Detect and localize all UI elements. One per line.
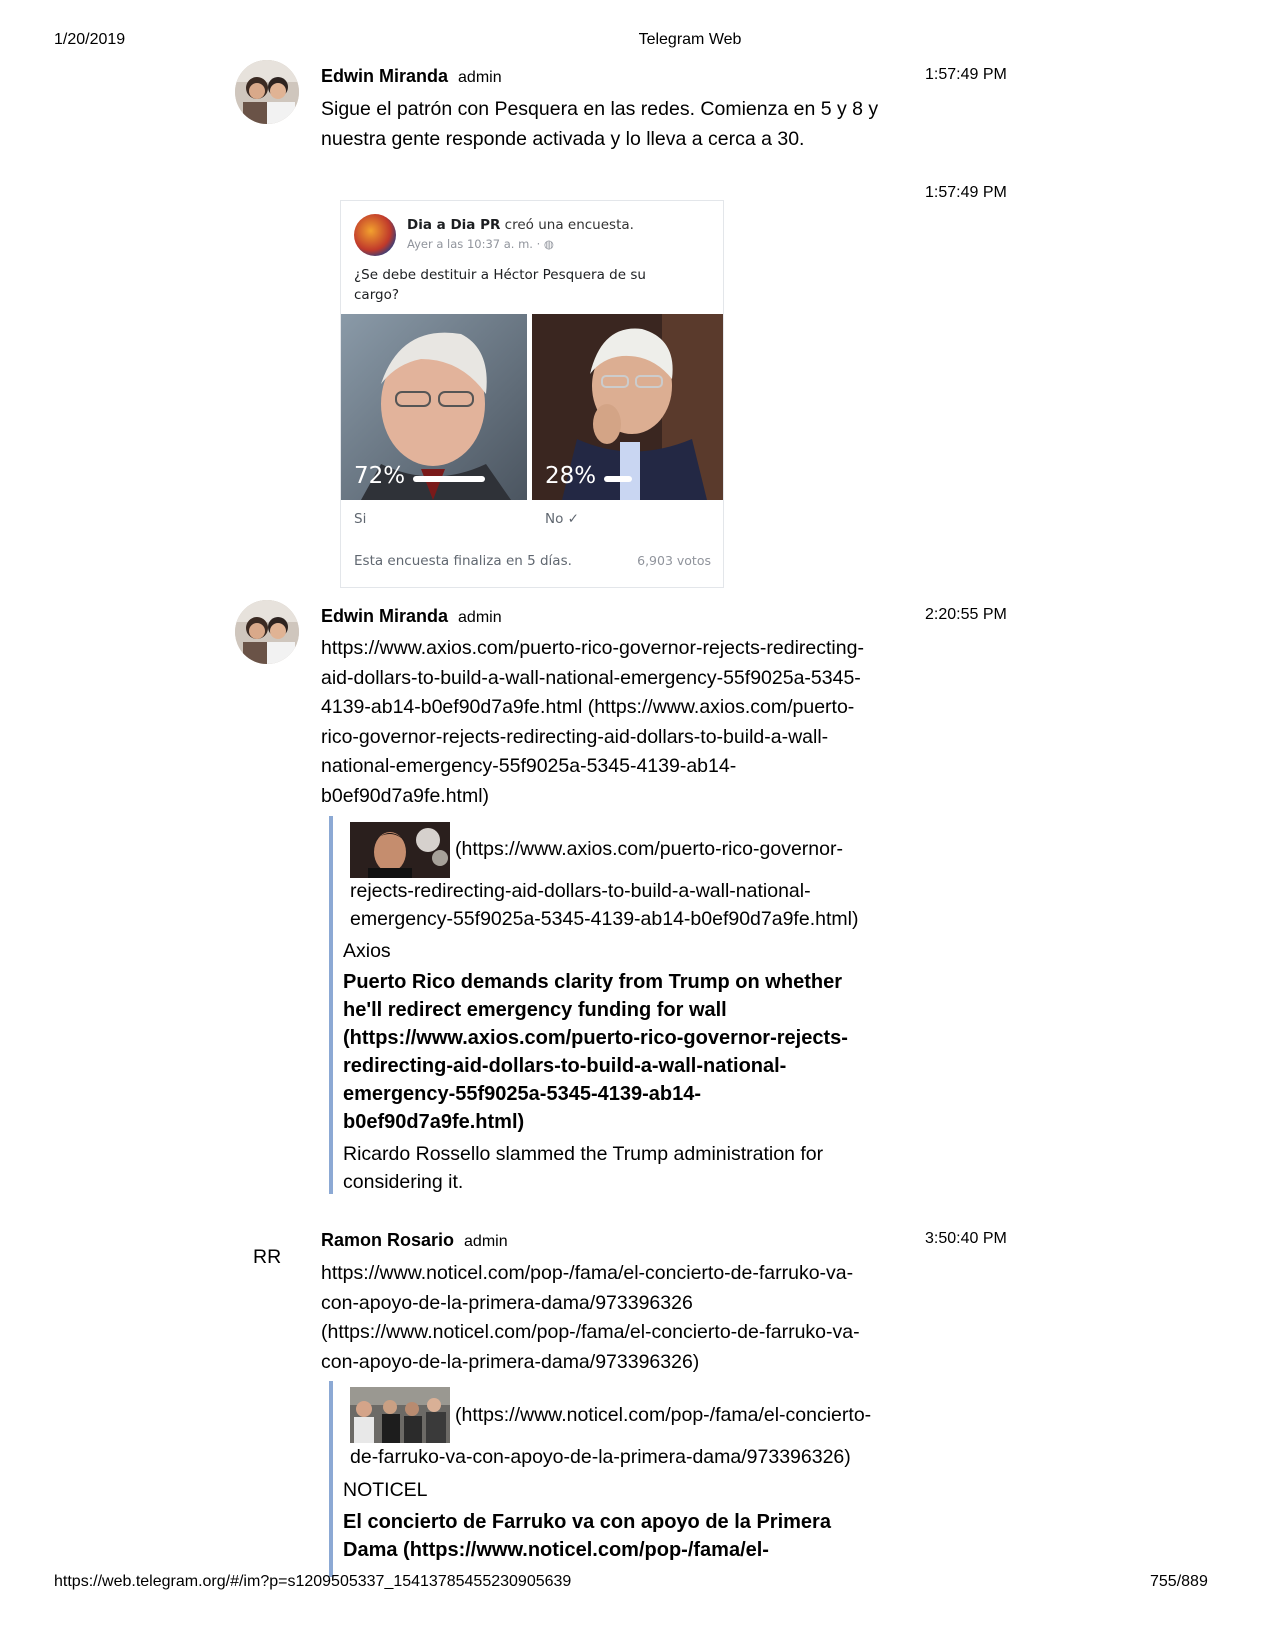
text-line: 4139-ab14-b0ef90d7a9fe.html (https://www.axios.com/puerto- — [321, 696, 855, 718]
poll-author: Dia a Dia PR — [407, 217, 501, 233]
page-title: Telegram Web — [638, 31, 742, 48]
poll-author-line — [407, 217, 634, 233]
author-name[interactable]: Edwin Miranda — [321, 66, 449, 86]
author-role: admin — [458, 609, 502, 626]
message-header — [321, 66, 502, 87]
preview-title-line: he'll redirect emergency funding for wall — [343, 999, 727, 1021]
text-line: https://www.axios.com/puerto-rico-governor-rejects-redirecting- — [321, 637, 864, 659]
poll-option-no[interactable]: No ✓ — [545, 511, 579, 527]
preview-title[interactable] — [343, 968, 848, 1136]
message-link-text[interactable] — [321, 634, 864, 811]
preview-url-line[interactable]: (https://www.noticel.com/pop-/fama/el-concierto- — [455, 1404, 872, 1426]
text-line: https://www.noticel.com/pop-/fama/el-concierto-de-farruko-va- — [321, 1262, 854, 1284]
globe-icon: ◍ — [543, 237, 554, 251]
preview-url-line[interactable]: (https://www.axios.com/puerto-rico-governor- — [455, 838, 843, 860]
poll-option-si[interactable]: Si — [354, 511, 367, 527]
preview-url-line: emergency-55f9025a-5345-4139-ab14-b0ef90d7a9fe.html) — [350, 908, 859, 930]
link-preview-thumbnail[interactable] — [350, 822, 450, 878]
poll-percent-si: 72% — [354, 463, 406, 489]
preview-title[interactable] — [343, 1508, 831, 1564]
message-time: 3:50:40 PM — [925, 1230, 1007, 1247]
preview-title-line: Dama (https://www.noticel.com/pop-/fama/el- — [343, 1539, 769, 1561]
avatar-edwin-miranda[interactable] — [235, 600, 299, 664]
preview-title-line: b0ef90d7a9fe.html) — [343, 1111, 525, 1133]
message-header — [321, 606, 502, 627]
text-line: nuestra gente responde activada y lo lleva a cerca a 30. — [321, 127, 805, 150]
message-time: 1:57:49 PM — [925, 66, 1007, 83]
link-preview-bar — [329, 1381, 333, 1577]
preview-title-line: redirecting-aid-dollars-to-build-a-wall-national- — [343, 1055, 787, 1077]
preview-title-line: emergency-55f9025a-5345-4139-ab14- — [343, 1083, 702, 1105]
link-preview-thumbnail[interactable] — [350, 1387, 450, 1443]
preview-title-line: Puerto Rico demands clarity from Trump on whether — [343, 971, 842, 993]
text-line: national-emergency-55f9025a-5345-4139-ab14- — [321, 755, 737, 777]
link-preview-bar — [329, 816, 333, 1194]
avatar-edwin-miranda[interactable] — [235, 60, 299, 124]
text-line: (https://www.noticel.com/pop-/fama/el-concierto-de-farruko-va- — [321, 1321, 860, 1343]
text-line: b0ef90d7a9fe.html) — [321, 784, 490, 807]
poll-footer: Esta encuesta finaliza en 5 días. — [354, 553, 572, 569]
preview-site-name: NOTICEL — [343, 1479, 428, 1501]
poll-action: creó una encuesta. — [500, 217, 634, 233]
poll-bar-si — [413, 476, 485, 482]
message-time: 1:57:49 PM — [925, 184, 1007, 201]
preview-desc-line: considering it. — [343, 1171, 464, 1193]
text-line: con-apoyo-de-la-primera-dama/973396326) — [321, 1350, 700, 1373]
preview-url-line[interactable]: de-farruko-va-con-apoyo-de-la-primera-dama/973396326) — [350, 1446, 851, 1468]
text-line: aid-dollars-to-build-a-wall-national-emergency-55f9025a-5345- — [321, 666, 861, 689]
poll-meta — [407, 237, 554, 251]
poll-screenshot[interactable] — [340, 200, 724, 588]
text-line: con-apoyo-de-la-primera-dama/973396326 — [321, 1291, 693, 1314]
avatar-initials[interactable]: RR — [253, 1246, 282, 1268]
author-name[interactable]: Edwin Miranda — [321, 606, 449, 626]
author-role: admin — [464, 1233, 508, 1250]
poll-bar-no — [604, 476, 632, 482]
text-line: rico-governor-rejects-redirecting-aid-dollars-to-build-a-wall- — [321, 725, 829, 748]
author-role: admin — [458, 69, 502, 86]
message-link-text[interactable] — [321, 1259, 860, 1377]
poll-percent-no: 28% — [545, 463, 597, 489]
print-date: 1/20/2019 — [54, 31, 126, 48]
preview-title-line: (https://www.axios.com/puerto-rico-governor-rejects- — [343, 1027, 848, 1049]
text-line: Sigue el patrón con Pesquera en las redes. Comienza en 5 y 8 y — [321, 98, 879, 120]
poll-question: ¿Se debe destituir a Héctor Pesquera de su cargo? — [354, 267, 646, 303]
page-number: 755/889 — [1150, 1573, 1208, 1590]
author-name[interactable]: Ramon Rosario — [321, 1230, 455, 1250]
page-logo — [354, 214, 396, 256]
preview-desc-line: Ricardo Rossello slammed the Trump administration for — [343, 1143, 824, 1165]
preview-title-line: El concierto de Farruko va con apoyo de la Primera — [343, 1511, 831, 1533]
poll-timestamp: Ayer a las 10:37 a. m. · — [407, 237, 544, 251]
poll-votes: 6,903 votos — [637, 553, 711, 568]
message-text — [321, 95, 878, 154]
preview-site-name: Axios — [343, 940, 391, 962]
preview-description — [343, 1140, 823, 1196]
message-header — [321, 1230, 508, 1251]
message-time: 2:20:55 PM — [925, 606, 1007, 623]
preview-url-line: rejects-redirecting-aid-dollars-to-build-a-wall-national- — [350, 880, 811, 902]
page-url: https://web.telegram.org/#/im?p=s1209505337_15413785455230905639 — [54, 1573, 572, 1590]
preview-url-continued[interactable] — [350, 877, 858, 933]
